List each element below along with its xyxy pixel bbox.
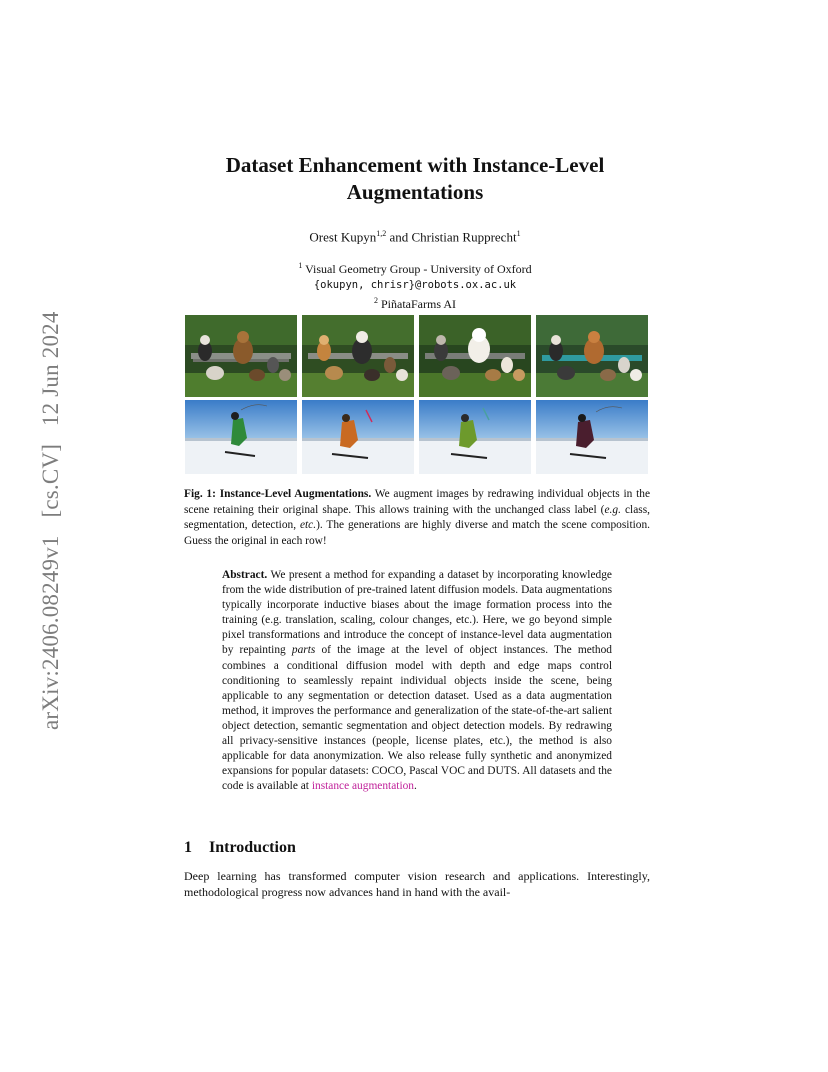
abstract-label: Abstract. [222,569,268,581]
figure-dogs-bench-4 [536,315,648,397]
figure-snowkiter-2 [302,400,414,474]
affiliation-2-text: PiñataFarms AI [381,297,456,311]
author-1: Orest Kupyn [309,229,377,245]
figure-caption-text-a: We augment images by redrawing individual objects in the scene retaining their original shape. This allows training with the unchanged class label ( [184,488,650,516]
section-heading-introduction [184,839,296,857]
title-line-1: Dataset Enhancement with Instance-Level [225,153,605,177]
figure-caption [184,487,650,549]
introduction-paragraph: Deep learning has transformed computer vision research and applications. Interestingly, methodological progress now advances hand in hand with the avail- [184,869,650,899]
abstract-text-c: . [414,780,417,793]
email-text: {okupyn, chrisr}@robots.ox.ac.uk [313,279,517,291]
author-1-affil: 1,2 [376,229,387,238]
author-list [160,229,670,245]
figure-snowkiter-3 [419,400,531,474]
instance-augmentation-link[interactable]: instance augmentation [311,780,414,793]
arxiv-date: 12 Jun 2024 [38,311,63,427]
abstract [222,568,612,794]
affiliation-2-mark: 2 [374,296,378,305]
figure-dogs-bench-2 [302,315,414,397]
arxiv-stamp [38,270,64,730]
affiliation-1-mark: 1 [298,261,303,270]
author-conjunction: and [389,229,409,245]
figure-caption-text-c: ). The generations are highly diverse and match the scene composition. Guess the original in each row! [184,519,651,547]
figure-caption-eg: e.g. [604,503,621,516]
figure-snowkiter-4 [536,400,648,474]
abstract-text-b: of the image at the level of object instances. The method combines a conditional diffusion model with depth and edge maps control conditioning to seamlessly repaint individual objects inside the scene, being applicable to any segmentation or detection dataset. Used as a data augmentation method, it improves the performance and generalization of the state-of-the-art salient object detection, semantic segmentation and object detection models. By redrawing all privacy-sensitive instances (people, license plates, etc.), the method is also applicable for data anonymization. We also release fully synthetic and anonymized expansions for popular datasets: COCO, Pascal VOC and DUTS. All datasets and the code is available at [222,644,612,793]
section-title: Introduction [209,839,296,856]
abstract-text-a: We present a method for expanding a dataset by incorporating knowledge from the wide distribution of pre-trained latent diffusion models. Data augmentations typically incorporate inductive biases about the image formation process into the training (e.g. translation, scaling, colour changes, etc.). Here, we go beyond simple pixel transformations and introduce the concept of instance-level data augmentation by repainting [222,569,612,657]
author-2-affil: 1 [516,229,521,238]
affiliations [160,258,670,312]
author-2: Christian Rupprecht [411,229,517,245]
abstract-parts: parts [291,644,316,657]
figure-dogs-bench-1 [185,315,297,397]
figure-dogs-bench-3 [419,315,531,397]
affiliation-1 [160,258,670,277]
figure-caption-text-b: class, segmentation, detection, [184,503,650,531]
arxiv-category: [cs.CV] [38,443,63,518]
section-number: 1 [184,839,192,856]
title-line-2: Augmentations [346,180,484,204]
figure-image-grid [185,315,649,475]
figure-caption-title: Instance-Level Augmentations. [219,488,372,500]
author-email [160,277,670,293]
figure-snowkiter-1 [185,400,297,474]
affiliation-2 [160,293,670,312]
figure-caption-etc: etc. [299,519,317,531]
paper-title [160,152,670,206]
affiliation-1-text: Visual Geometry Group - University of Oxford [305,262,532,276]
arxiv-id: arXiv:2406.08249v1 [38,535,63,730]
figure-label: Fig. 1: [184,488,216,500]
